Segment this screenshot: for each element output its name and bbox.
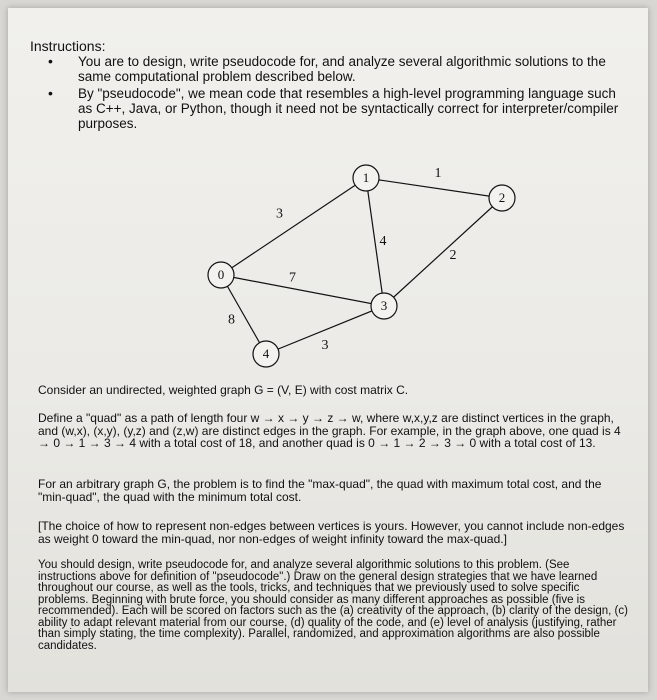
graph-node-0 [208,262,234,288]
graph-edge-0-3 [221,275,384,306]
graph-nodes [208,165,515,367]
edge-weight-label: 1 [434,166,442,182]
paragraph-graph-definition: Consider an undirected, weighted graph G = (V, E) with cost matrix C. [38,383,409,397]
paragraph-design-instructions: You should design, write pseudocode for, and analyze several algorithmic solutions to this problem. (See instructions above for definition of "pseudocode".) Draw on the general design strategies that we have learned throughout our course, as well as the tools, tricks, and techniques that we previously used to solve specific problems. Beginning with brute force, you should consider as many different approaches as possible (five is recommended). Each will be scored on factors such as the (a) creativity of the approach, (b) clarity of the design, (c) ability to adapt relevant material from our course, (d) quality of the code, and (e) level of analysis (justifying, rather than simply stating, the time complexity). Parallel, randomized, and approximation algorithms are also possible candidates. [38,559,628,652]
edge-weight-label: 2 [449,248,457,264]
node-label: 1 [362,169,370,185]
graph-node-2 [489,185,515,211]
weighted-graph-figure [188,156,528,376]
node-label: 2 [498,189,506,205]
instruction-item [48,54,633,84]
paragraph-non-edges-note: [The choice of how to represent non-edges between vertices is yours. However, you cannot include non-edges as weight 0 toward the min-quad, nor non-edges of weight infinity toward the max-quad.] [38,519,625,546]
graph-edge-2-3 [384,198,502,306]
instructions-list [48,54,633,133]
edge-weight-label: 8 [228,312,235,328]
bullet-icon: • [48,53,53,69]
edge-weight-label: 3 [276,206,283,222]
paragraph-problem-statement: For an arbitrary graph G, the problem is to find the "max-quad", the quad with maximum total cost, and the "min-quad", the quad with the minimum total cost. [38,477,602,504]
edge-weight-label: 7 [289,270,296,286]
graph-node-3 [371,293,397,319]
graph-edge-0-1 [221,178,366,275]
graph-node-1 [353,165,379,191]
edge-weight-label: 4 [379,234,387,250]
node-label: 3 [380,297,388,313]
instruction-item [48,86,633,131]
instructions-heading: Instructions: [30,38,106,54]
document-page [8,8,648,692]
instruction-text: By "pseudocode", we mean code that resembles a high-level programming language such as C++, Java, or Python, though it need not be syntactically correct for interpreter/compiler purposes. [78,86,619,131]
graph-edges [221,166,502,354]
bullet-icon: • [48,85,53,101]
paragraph-quad-definition: Define a "quad" as a path of length four w → x → y → z → w, where w,x,y,z are distinct vertices in the graph, and (w,x), (x,y), (y,z) and (z,w) are distinct edges in the graph. For example, in the graph above, one quad is 4 → 0 → 1 → 3 → 4 with a total cost of 18, and another quad is 0 → 1 → 2 → 3 → 0 with a total cost of 13. [38,411,621,450]
node-label: 4 [262,345,270,361]
graph-node-4 [253,341,279,367]
instruction-text: You are to design, write pseudocode for, and analyze several algorithmic solutions to the same computational problem described below. [78,54,606,84]
node-label: 0 [217,266,225,282]
edge-weight-label: 3 [321,338,329,354]
